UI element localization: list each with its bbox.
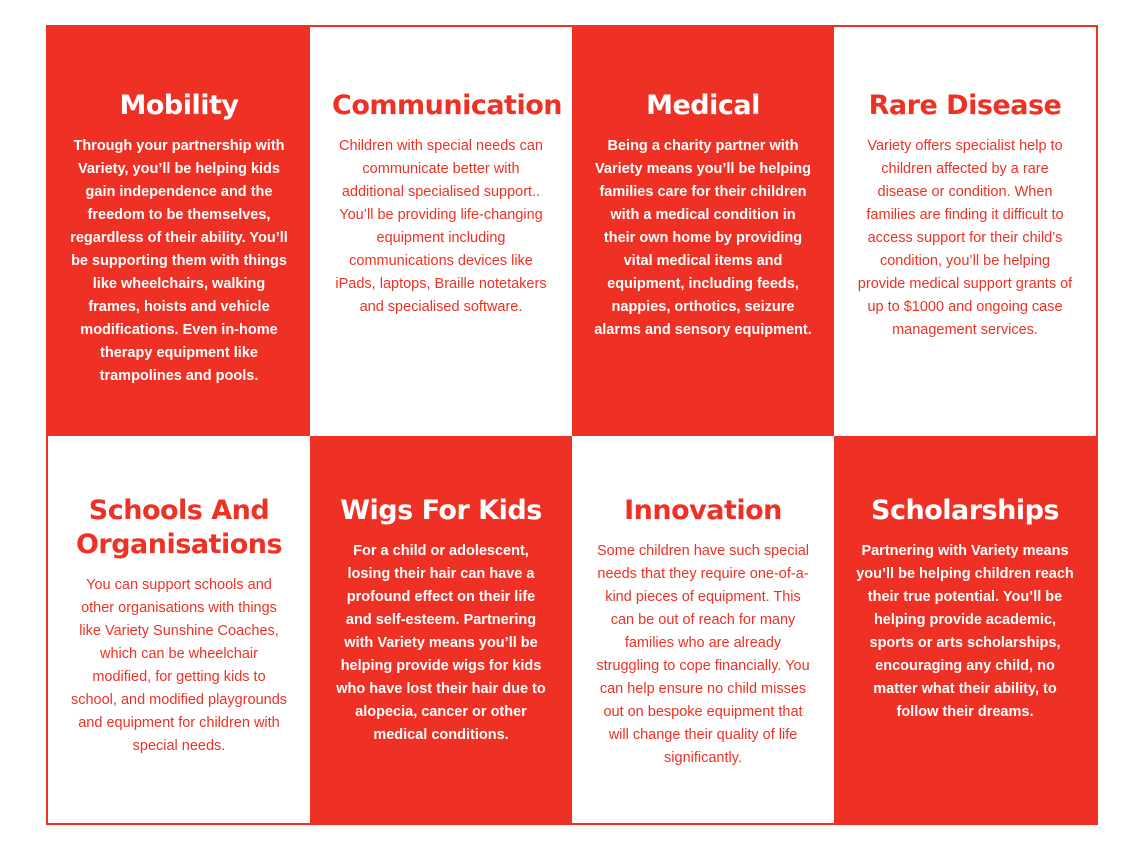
tile-title: Schools And Organisations	[75, 495, 283, 560]
tile-title: Wigs For Kids	[340, 495, 542, 526]
tile-text: Through your partnership with Variety, you’ll be helping kids gain independence and the freedom to be themselves, regardless of their ability. You’ll be supporting them with things like wheelchairs, walking frames, hoists and vehicle modifications. Even in-home therapy equipment like trampolines and pools.	[70, 138, 288, 384]
tile-text: Being a charity partner with Variety means you’ll be helping families care for their children with a medical condition in their own home by providing vital medical items and equipment, including feeds, nappies, orthotics, seizure alarms and sensory equipment.	[594, 138, 812, 338]
tile-title: Medical	[646, 90, 760, 121]
tile-text: Partnering with Variety means you’ll be helping children reach their true potential. You’ll be helping provide academic, sports or arts scholarships, encouraging any child, no matter what their ability, to follow their dreams.	[856, 543, 1074, 720]
tile-text: Children with special needs can communicate better with additional specialised support.. You’ll be providing life-changing equipment including communications devices like iPads, laptops, Braille notetakers and specialised software.	[335, 138, 547, 315]
tile-wigs-for-kids	[310, 436, 572, 823]
tile-title: Communication	[332, 90, 562, 121]
tile-medical	[572, 27, 834, 436]
tile-title: Mobility	[119, 90, 239, 121]
tile-text: Variety offers specialist help to children affected by a rare disease or condition. When families are finding it difficult to access support for their child’s condition, you’ll be helping provide medical support grants of up to $1000 and ongoing case management services.	[857, 138, 1073, 338]
tile-text: Some children have such special needs that they require one-of-a-kind pieces of equipment. This can be out of reach for many families who are already struggling to cope financially. You can help ensure no child misses out on bespoke equipment that will change their quality of life significantly.	[596, 543, 810, 766]
support-areas-grid	[46, 25, 1098, 825]
tile-innovation	[572, 436, 834, 823]
tile-mobility	[48, 27, 310, 436]
tile-title: Rare Disease	[868, 90, 1062, 121]
tile-title: Scholarships	[871, 495, 1059, 526]
tile-rare-disease	[834, 27, 1096, 436]
tile-communication	[310, 27, 572, 436]
tile-title: Innovation	[624, 495, 782, 526]
tile-text: You can support schools and other organisations with things like Variety Sunshine Coaches, which can be wheelchair modified, for getting kids to school, and modified playgrounds and equipment for children with special needs.	[70, 577, 288, 754]
tile-text: For a child or adolescent, losing their hair can have a profound effect on their life and self-esteem. Partnering with Variety means you’ll be helping provide wigs for kids who have lost their hair due to alopecia, cancer or other medical conditions.	[336, 543, 546, 743]
tile-schools-and-organisations	[48, 436, 310, 823]
tile-scholarships	[834, 436, 1096, 823]
